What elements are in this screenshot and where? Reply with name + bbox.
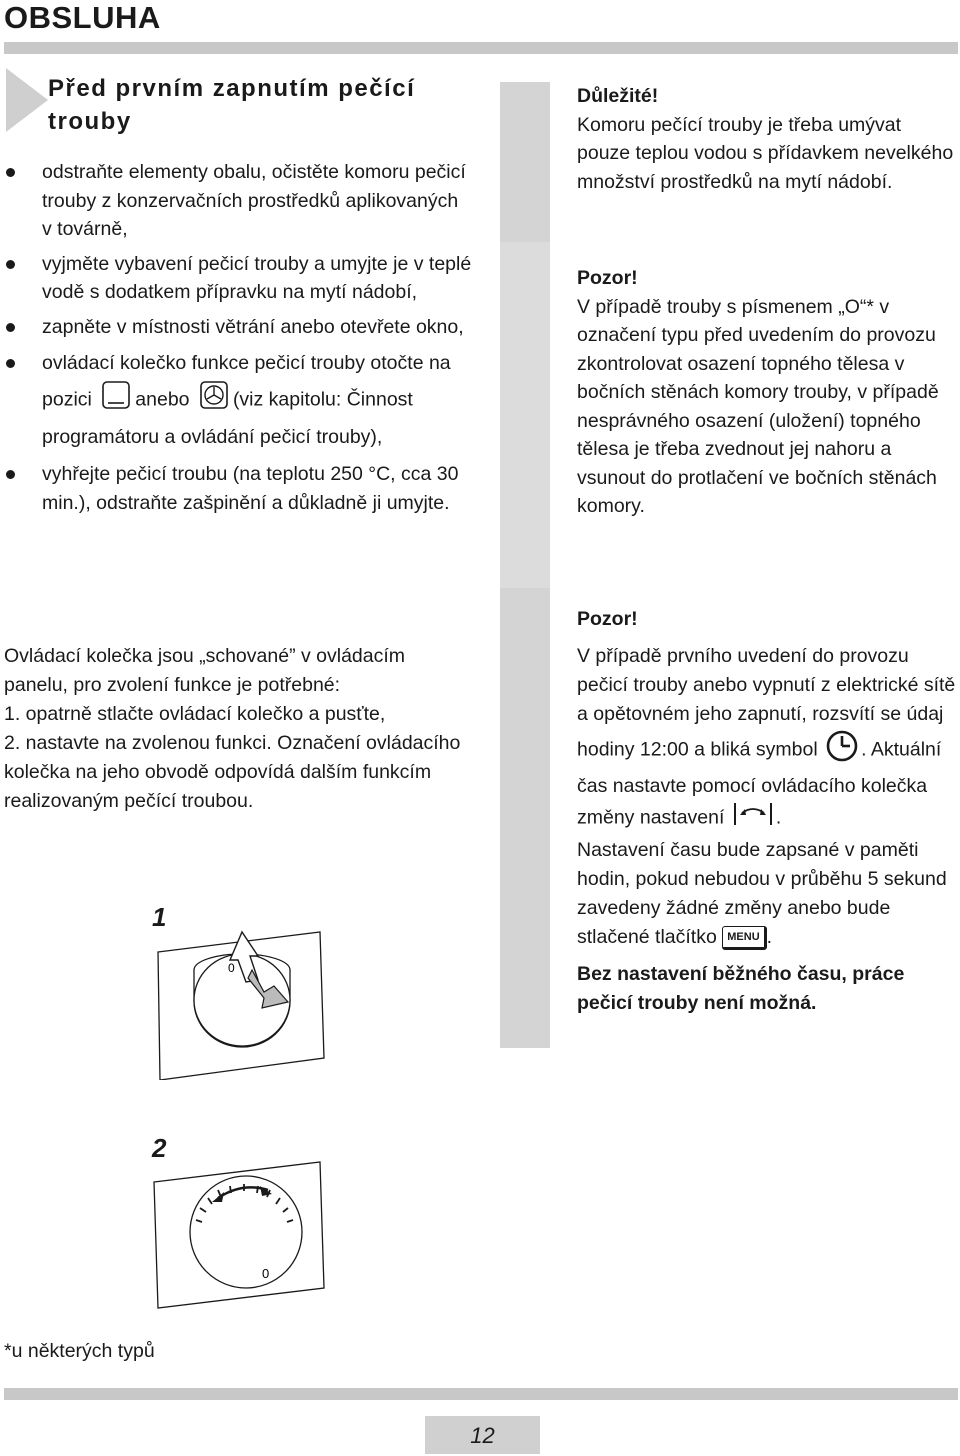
sidebar-bar-warning-2 — [500, 588, 550, 1048]
page-number: 12 — [425, 1416, 540, 1454]
footnote: *u některých typů — [4, 1340, 155, 1362]
bullet-icon — [6, 168, 15, 177]
figure-1-label: 1 — [152, 902, 167, 932]
final-note: Bez nastavení běžného času, práce pečicí trouby není možná. — [577, 963, 905, 1014]
list-item: ovládací kolečko funkce pečicí trouby otočte na pozici anebo (viz kapitolu: Činnost programátoru a ovládání pečicí trouby), — [4, 347, 472, 454]
section-marker-icon — [6, 68, 48, 132]
oven-light-icon — [101, 380, 131, 421]
bullet-icon — [6, 359, 15, 368]
list-item: vyhřejte pečicí troubu (na teplotu 250 °C, cca 30 min.), odstraňte zašpinění a důkladně ji umyjte. — [4, 460, 472, 517]
svg-text:0: 0 — [228, 961, 235, 975]
warning-title: Pozor! — [577, 267, 638, 289]
sidebar-bar-warning-1 — [500, 242, 550, 588]
figure-2-knob-turn — [150, 1160, 330, 1310]
list-item: zapněte v místnosti větrání anebo otevřete okno, — [4, 313, 472, 342]
sidebar-bar-important — [500, 82, 550, 242]
warning-title: Pozor! — [577, 608, 638, 630]
warning-text: V případě prvního uvedení do provozu pečicí trouby anebo vypnutí z elektrické sítě a opětovném jeho zapnutí, rozsvítí se údaj hodiny 12:00 a bliká symbol . Aktuální čas nastavte pomocí ovládacího kolečka změny nastavení . — [577, 642, 959, 836]
adjust-knob-icon — [732, 801, 774, 836]
top-divider — [4, 42, 958, 54]
important-title: Důležité! — [577, 85, 659, 107]
fan-mode-icon — [199, 380, 229, 421]
svg-text:0: 0 — [262, 1266, 270, 1281]
bottom-divider — [4, 1388, 958, 1400]
figure-1-knob-press — [150, 930, 330, 1080]
knob-instructions: Ovládací kolečka jsou „schované” v ovládacím panelu, pro zvolení funkce je potřebné: 1. opatrně stlačte ovládací kolečko a pusťte, 2. nastavte na zvolenou funkci. Označení ovládacího kolečka na jeho obvodě odpovídá dalším funkcím realizovaným pečící troubou. — [4, 645, 461, 812]
list-item: odstraňte elementy obalu, očistěte komoru pečicí trouby z konzervačních prostředků aplikovaných v továrně, — [4, 158, 472, 244]
list-item: vyjměte vybavení pečicí trouby a umyjte je v teplé vodě s dodatkem přípravku na mytí nádobí, — [4, 250, 472, 307]
important-text: Komoru pečící trouby je třeba umývat pouze teplou vodou s přídavkem nevelkého množství prostředků na mytí nádobí. — [577, 113, 954, 193]
page-header: OBSLUHA — [4, 0, 161, 35]
figure-2-label: 2 — [152, 1133, 167, 1163]
warning-text: V případě trouby s písmenem „O“* v označení typu před uvedením do provozu zkontrolovat osazení topného tělesa v bočních stěnách komory trouby, v případě nesprávného osazení (uložení) topného tělesa je třeba zvednout jej nahoru a vsunout do protlačení ve bočních stěnách komory. — [577, 295, 939, 517]
menu-button-icon: MENU — [722, 926, 766, 950]
preparation-list — [4, 158, 472, 523]
bullet-icon — [6, 470, 15, 479]
bullet-icon — [6, 323, 15, 332]
clock-icon — [825, 729, 859, 772]
warning-box-2 — [577, 605, 959, 1018]
important-box — [577, 82, 959, 196]
warning-text: Nastavení času bude zapsané v paměti hodin, pokud nebudou v průběhu 5 sekund zavedeny žádné změny anebo bude stlačené tlačítko MENU . — [577, 839, 947, 948]
bullet-icon — [6, 260, 15, 269]
section-title: Před prvním zapnutím pečící trouby — [48, 75, 416, 135]
warning-box-1 — [577, 264, 959, 521]
